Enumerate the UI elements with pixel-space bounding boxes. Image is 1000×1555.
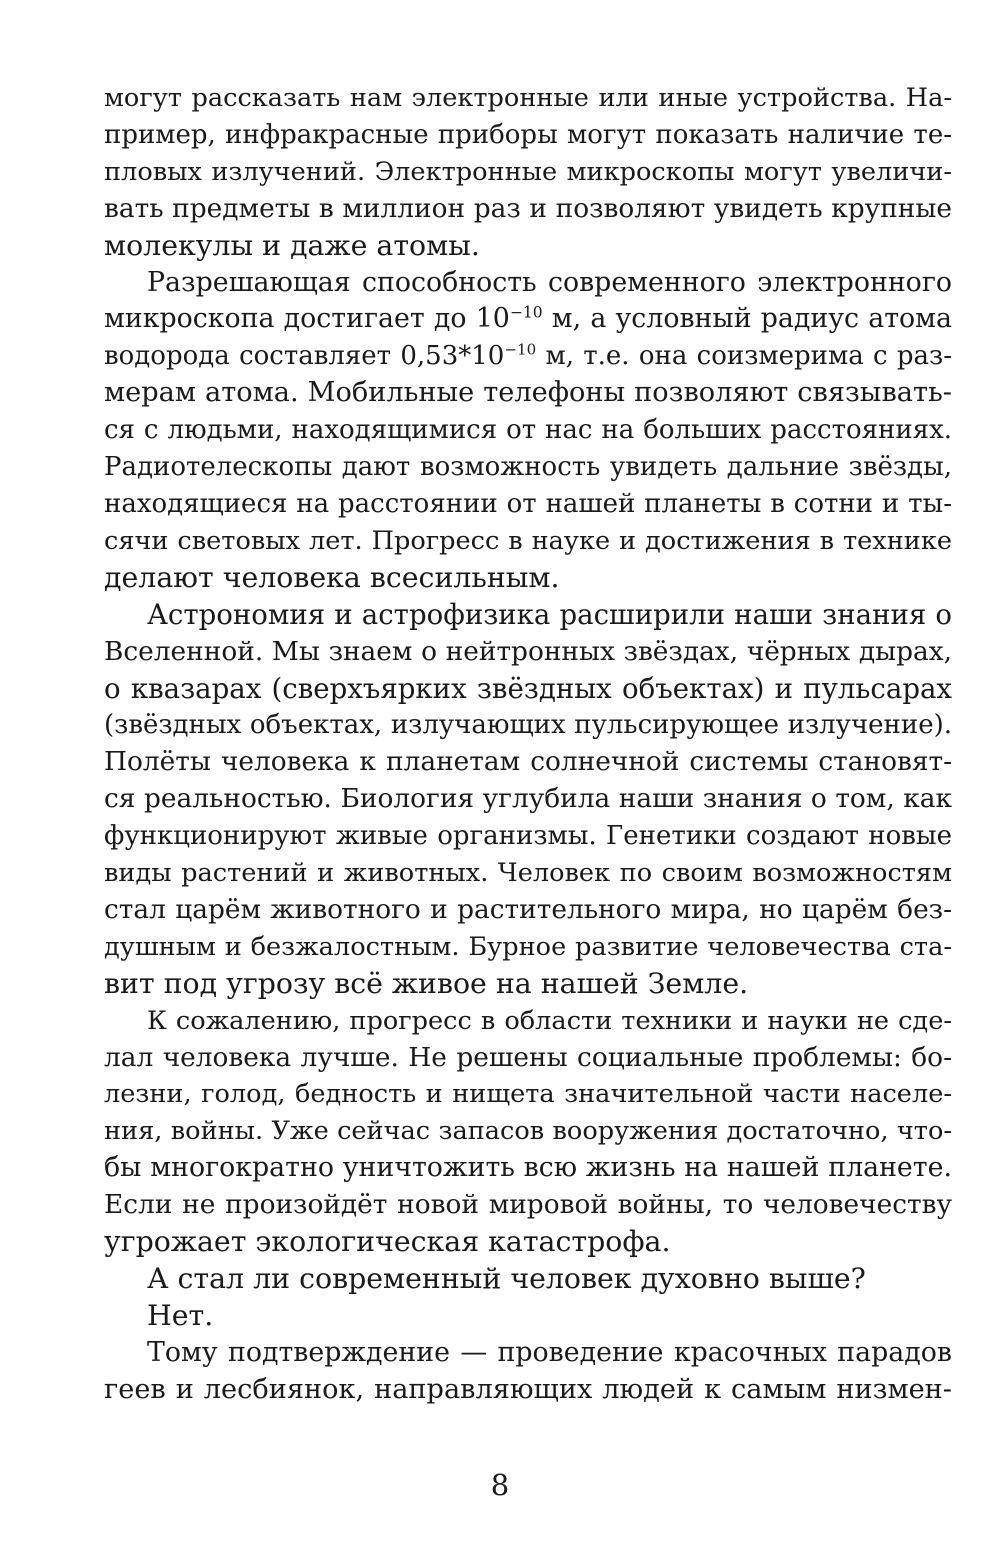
text-line: Если не произойдёт новой мировой войны, то человечеству [104,1189,952,1221]
exponent: −10 [509,303,543,322]
text-line: геев и лесбиянок, направляющих людей к самым низмен- [104,1373,952,1405]
text-line: (звёздных объектах, излучающих пульсирующее излучение). [104,710,952,741]
text-line: находящиеся на расстоянии от нашей планеты в сотни и ты- [104,488,952,519]
paragraph-5 [104,1261,952,1298]
text-line: А стал ли современный человек духовно выше? [147,1262,866,1295]
text-line: молекулы и даже атомы. [104,228,480,262]
text-line: вать предметы в миллион раз и позволяют увидеть крупные [104,192,952,224]
paragraph-2 [104,265,952,597]
text-line-with-exponent: микроскопа достигает до $10^{-10}$ м, а условный радиус атома [104,303,952,335]
paragraph-1 [104,80,952,265]
text-line: Полёты человека к планетам солнечной системы становят- [104,746,952,778]
text-line: душным и безжалостным. Бурное развитие человечества ста- [104,931,952,962]
text-line: делают человека всесильным. [104,560,560,594]
text-line: Разрешающая способность современного электронного [147,266,952,298]
text-line: Радиотелескопы дают возможность увидеть дальние звёзды, [104,452,952,483]
text-line: могут рассказать нам электронные или иные устройства. На- [104,83,952,113]
text-line: о квазарах (сверхъярких звёздных объектах) и пульсарах [104,671,952,705]
text-line: пловых излучений. Электронные микроскопы могут увеличи- [104,156,952,187]
text-line: Вселенной. Мы знаем о нейтронных звёздах, чёрных дырах, [104,635,952,667]
body-text [104,80,952,1409]
text-line: К сожалению, прогресс в области техники и науки не сде- [147,1005,952,1036]
text-line: Тому подтверждение — проведение красочных парадов [147,1336,952,1368]
text-line-with-exponent: водорода составляет $0,53*10^{-10}$ м, т.е. она соизмерима с раз- [104,341,952,372]
text-line: мерам атома. Мобильные телефоны позволяют связывать- [104,377,952,409]
text-line: стал царём животного и растительного мира, но царём без- [104,893,952,925]
text-line: ся с людьми, находящимися от нас на больших расстояниях. [104,415,952,446]
exponent: −10 [504,341,537,359]
text-line: виды растений и животных. Человек по своим возможностям [104,858,952,889]
text-line: Астрономия и астрофизика расширили наши знания о [147,597,952,631]
paragraph-7 [104,1335,952,1409]
paragraph-3 [104,597,952,1003]
page-number: 8 [490,1468,510,1502]
text-line: лезни, голод, бедность и нищета значительной части населе- [104,1079,952,1110]
text-line: сячи световых лет. Прогресс в науке и достижения в технике [104,525,952,556]
text-line: вит под угрозу всё живое на нашей Земле. [104,966,749,1000]
text-line: Нет. [147,1298,214,1332]
text-line: ния, войны. Уже сейчас запасов вооружения достаточно, что- [104,1116,952,1147]
text-line: пример, инфракрасные приборы могут показать наличие те- [104,119,952,150]
text-line: бы многократно уничтожить всю жизнь на нашей планете. [104,1152,952,1184]
text-line: ся реальностью. Биология углубила наши знания о том, как [104,783,952,815]
text-line: лал человека лучше. Не решены социальные проблемы: бо- [104,1041,952,1073]
text-line: угрожает экологическая катастрофа. [104,1225,671,1259]
text-line: функционируют живые организмы. Генетики создают новые [104,821,952,852]
paragraph-4 [104,1003,952,1261]
paragraph-6 [104,1298,952,1335]
